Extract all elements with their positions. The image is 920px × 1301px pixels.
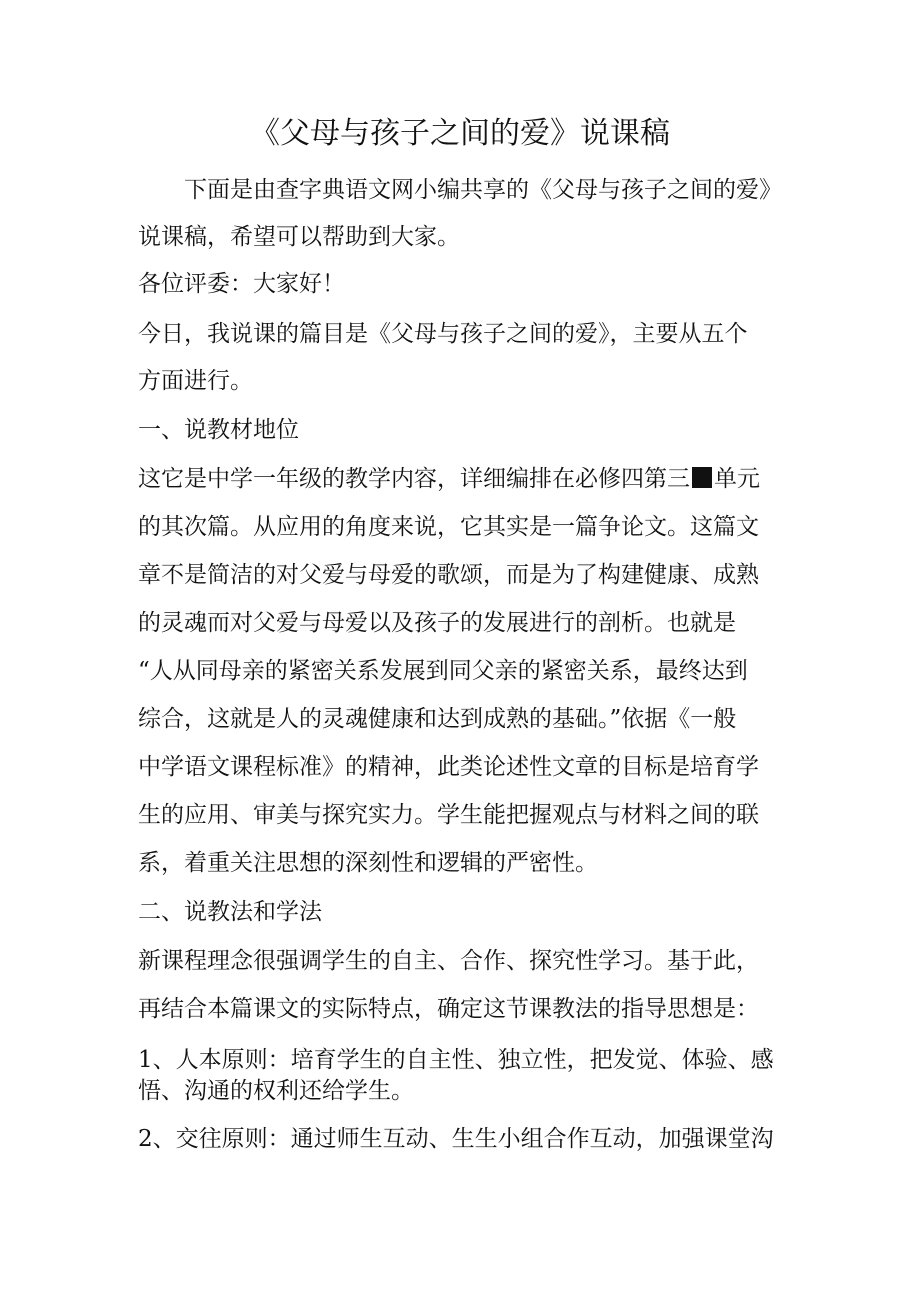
opening-line: 方面进行。 bbox=[138, 368, 253, 394]
document-title: 《父母与孩子之间的爱》说课稿 bbox=[250, 116, 670, 151]
paragraph-line: 综合，这就是人的灵魂健康和达到成熟的基础。”依据《一般 bbox=[138, 706, 737, 732]
paragraph-line: 生的应用、审美与探究实力。学生能把握观点与材料之间的联 bbox=[138, 802, 759, 828]
paragraph-text: 单元 bbox=[714, 466, 760, 492]
paragraph-line: 中学语文课程标准》的精神，此类论述性文章的目标是培育学 bbox=[138, 754, 759, 780]
paragraph-line: 章不是简洁的对父爱与母爱的歌颂，而是为了构建健康、成熟 bbox=[138, 562, 759, 588]
paragraph-line: 的其次篇。从应用的角度来说，它其实是一篇争论文。这篇文 bbox=[138, 514, 759, 540]
paragraph-line: “人从同母亲的紧密关系发展到同父亲的紧密关系，最终达到 bbox=[138, 658, 748, 684]
black-square-mark bbox=[692, 467, 712, 488]
intro-line: 下面是由查字典语文网小编共享的《父母与孩子之间的爱》 bbox=[184, 177, 782, 203]
principle-line: 2、交往原则：通过师生互动、生生小组合作互动，加强课堂沟 bbox=[138, 1126, 774, 1152]
paragraph-line: 新课程理念很强调学生的自主、合作、探究性学习。基于此， bbox=[138, 948, 759, 974]
section-heading: 一、说教材地位 bbox=[138, 417, 299, 443]
principle-line: 悟、沟通的权利还给学生。 bbox=[138, 1078, 414, 1104]
paragraph-line: 再结合本篇课文的实际特点，确定这节课教法的指导思想是： bbox=[138, 996, 759, 1022]
paragraph-line bbox=[138, 464, 760, 494]
opening-line: 今日，我说课的篇目是《父母与孩子之间的爱》，主要从五个 bbox=[138, 321, 748, 347]
section-heading: 二、说教法和学法 bbox=[138, 899, 322, 925]
greeting: 各位评委：大家好！ bbox=[138, 271, 345, 297]
paragraph-line: 系，着重关注思想的深刻性和逻辑的严密性。 bbox=[138, 850, 598, 876]
paragraph-text: 这它是中学一年级的教学内容，详细编排在必修四第三 bbox=[138, 466, 690, 492]
paragraph-line: 的灵魂而对父爱与母爱以及孩子的发展进行的剖析。也就是 bbox=[138, 610, 736, 636]
principle-line: 1、人本原则：培育学生的自主性、独立性，把发觉、体验、感 bbox=[138, 1047, 774, 1073]
intro-line: 说课稿，希望可以帮助到大家。 bbox=[138, 224, 460, 250]
